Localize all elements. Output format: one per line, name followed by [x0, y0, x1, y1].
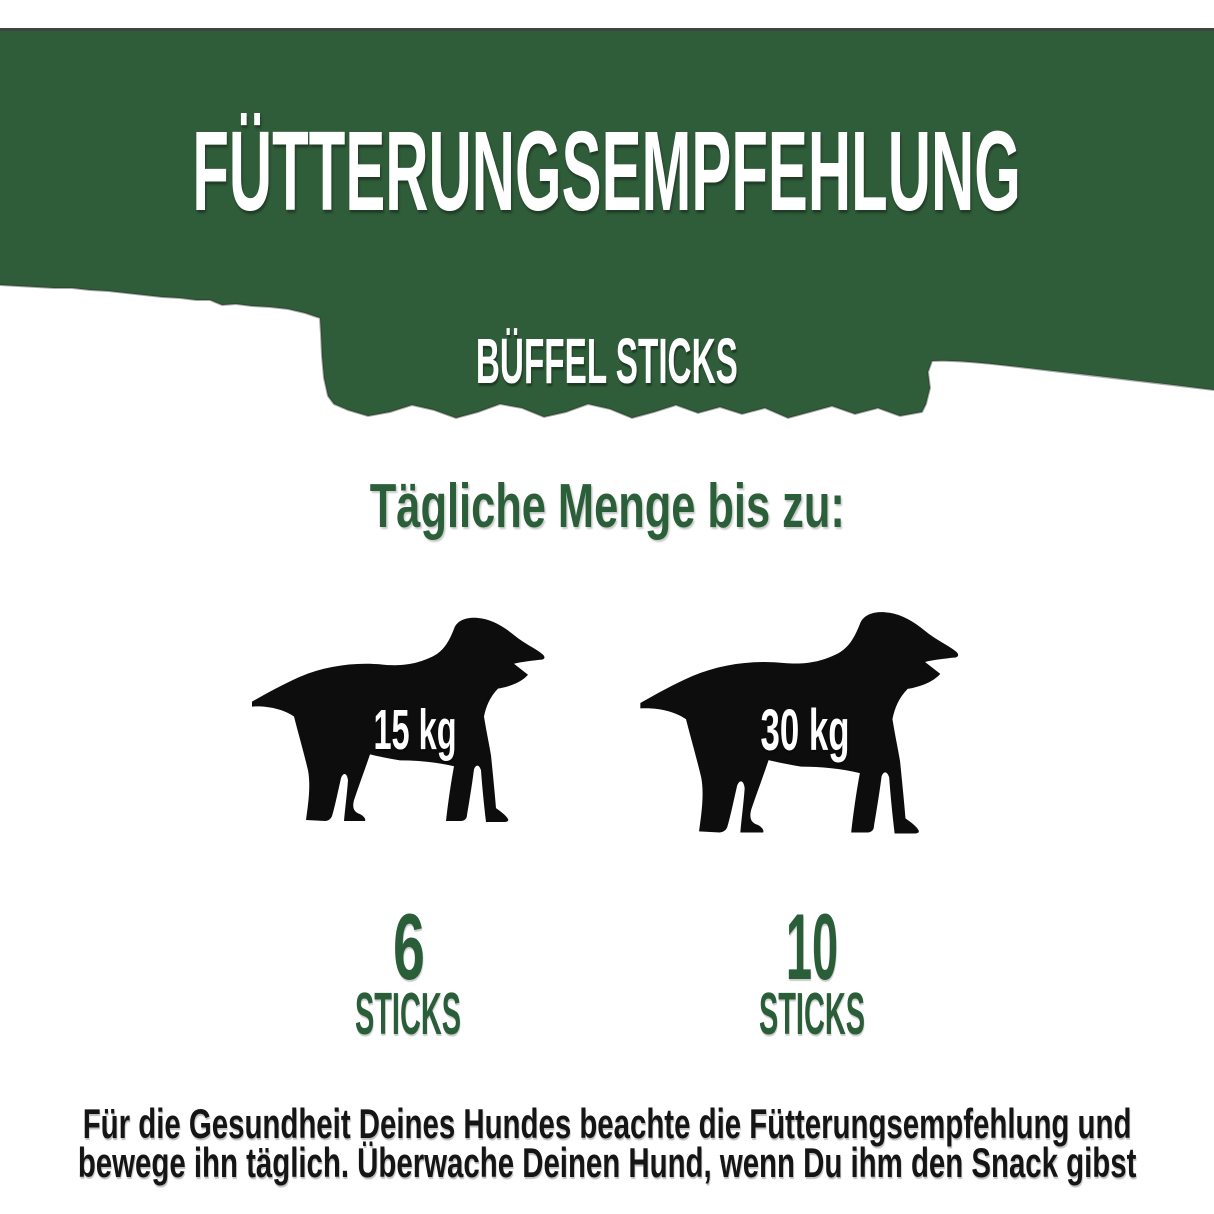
- page-title: FÜTTERUNGSEMPFEHLUNG: [192, 108, 1022, 234]
- weight-label-small-dog: 15 kg: [373, 698, 457, 762]
- sticks-count-large-dog: 10: [785, 894, 839, 999]
- weight-label-large-dog: 30 kg: [760, 698, 850, 763]
- daily-amount-heading: Tägliche Menge bis zu:: [369, 472, 845, 541]
- header-title-row: [0, 96, 1214, 246]
- sticks-unit-large-dog: STICKS: [758, 981, 866, 1047]
- product-name-label: BÜFFEL STICKS: [476, 325, 738, 397]
- advisory-line-2: bewege ihn täglich. Überwache Deinen Hund, wenn Du ihm den Snack gibst: [77, 1139, 1137, 1186]
- daily-amount-row: [0, 472, 1214, 541]
- band-top-rule: [0, 28, 1214, 31]
- sticks-unit-small-dog: STICKS: [354, 981, 462, 1047]
- advisory-line-1: Für die Gesundheit Deines Hundes beachte die Fütterungsempfehlung und: [82, 1100, 1132, 1147]
- advisory-text-block: [0, 1100, 1214, 1186]
- sticks-count-small-dog: 6: [393, 894, 425, 999]
- product-band-row: [0, 325, 1214, 397]
